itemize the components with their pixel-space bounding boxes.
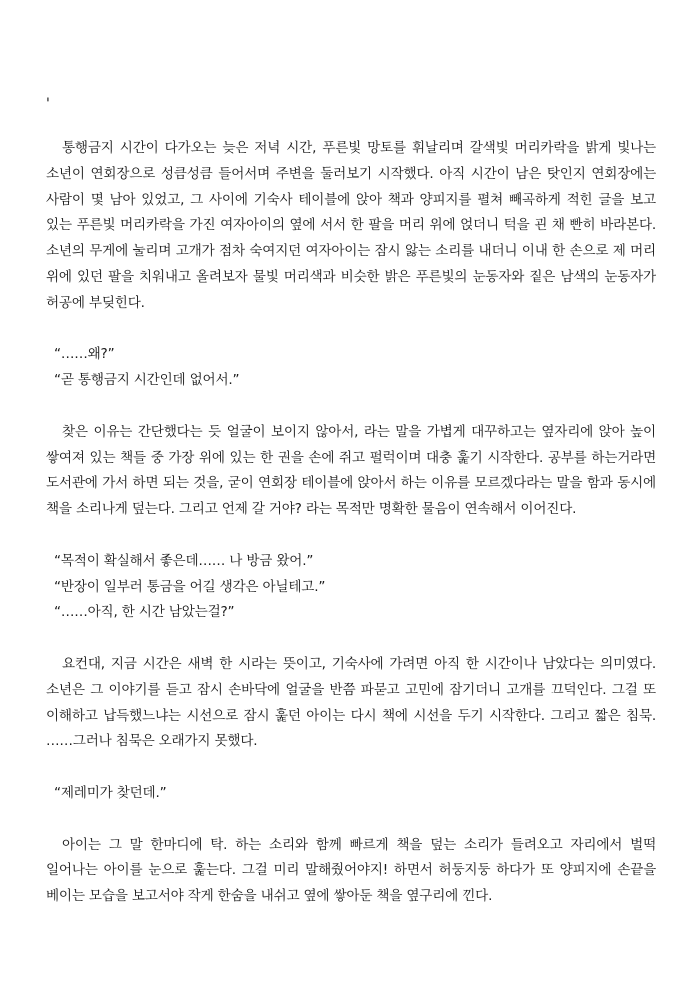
stray-mark: ' — [46, 96, 50, 112]
document-body — [46, 136, 656, 910]
dialogue-line: “목적이 확실해서 좋은데…… 나 방금 왔어.” — [54, 552, 314, 569]
narration-paragraph: 요컨대, 지금 시간은 새벽 한 시라는 뜻이고, 기숙사에 가려면 아직 한 시간이나 남았다는 의미였다. 소년은 그 이야기를 듣고 잠시 손바닥에 얼굴을 반쯤 파묻고 고민에 잠기더니 고개를 끄덕인다. 그걸 또 이해하고 납득했느냐는 시선으로 잠시 훑던 아이는 다시 책에 시선을 두기 시작한다. 그리고 짧은 침묵. ……그러나 침묵은 오래가지 못했다. — [46, 655, 656, 750]
narration-paragraph: 통행금지 시간이 다가오는 늦은 저녁 시간, 푸른빛 망토를 휘날리며 갈색빛 머리카락을 밝게 빛나는 소년이 연회장으로 성큼성큼 들어서며 주변을 둘러보기 시작했다. 아직 시간이 남은 탓인지 연회장에는 사람이 몇 남아 있었고, 그 사이에 기숙사 테이블에 앉아 책과 양피지를 펼쳐 빼곡하게 적힌 글을 보고 있는 푸른빛 머리카락을 가진 여자아이의 옆에 서서 한 팔을 머리 위에 얹더니 턱을 괸 채 빤히 바라본다. 소년의 무게에 눌리며 고개가 점차 숙여지던 여자아이는 잠시 앓는 소리를 내더니 이내 한 손으로 제 머리 위에 있던 팔을 치워내고 올려보자 물빛 머리색과 비슷한 밝은 푸른빛의 눈동자와 짙은 남색의 눈동자가 허공에 부딪힌다. — [46, 140, 656, 311]
paragraph-gap — [46, 394, 656, 420]
paragraph-gap — [46, 317, 656, 343]
dialogue-line: “곧 통행금지 시간인데 없어서.” — [54, 372, 240, 389]
dialogue-line: “제레미가 찾던데.” — [54, 784, 167, 801]
narration-paragraph: 찾은 이유는 간단했다는 듯 얼굴이 보이지 않아서, 라는 말을 가볍게 대꾸하고는 옆자리에 앉아 높이 쌓여져 있는 책들 중 가장 위에 있는 한 권을 손에 쥐고 펄럭이며 대충 훑기 시작한다. 공부를 하는거라면 도서관에 가서 하면 되는 것을, 굳이 연회장 테이블에 앉아서 하는 이유를 모르겠다라는 말을 함과 동시에 책을 소리나게 덮는다. 그리고 언제 갈 거야? 라는 목적만 명확한 물음이 연속해서 이어진다. — [46, 423, 656, 518]
dialogue-line: “……아직, 한 시간 남았는걸?” — [54, 604, 235, 621]
narration-paragraph: 아이는 그 말 한마디에 탁. 하는 소리와 함께 빠르게 책을 덮는 소리가 들려오고 자리에서 벌떡 일어나는 아이를 눈으로 훑는다. 그걸 미리 말해줬어야지! 하면서 허둥지둥 하다가 또 양피지에 손끝을 베이는 모습을 보고서야 작게 한숨을 내쉬고 옆에 쌓아둔 책을 옆구리에 낀다. — [46, 836, 656, 905]
dialogue-line: “……왜?” — [54, 346, 115, 363]
paragraph-gap — [46, 755, 656, 781]
paragraph-gap — [46, 523, 656, 549]
paragraph-gap — [46, 807, 656, 833]
dialogue-line: “반장이 일부러 통금을 어길 생각은 아닐테고.” — [54, 578, 326, 595]
paragraph-gap — [46, 626, 656, 652]
